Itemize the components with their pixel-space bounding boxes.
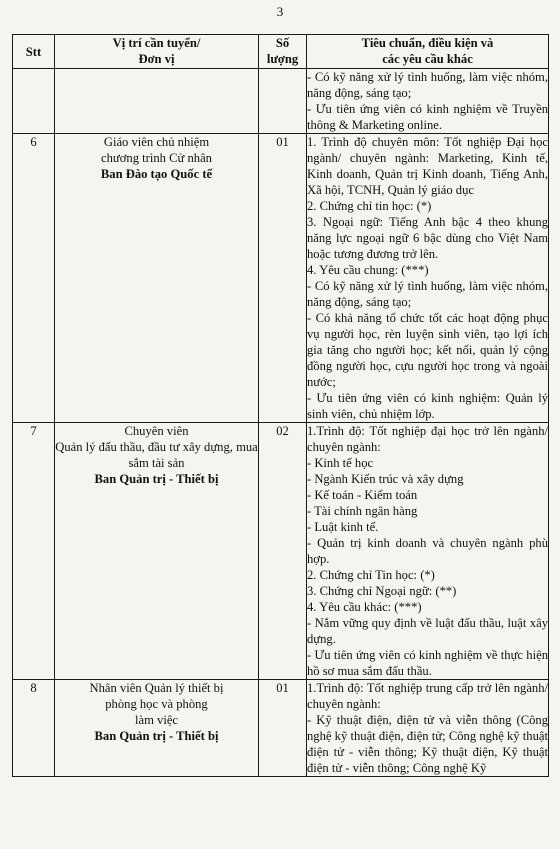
requirement-line: 1. Trình độ chuyên môn: Tốt nghiệp Đại học ngành/ chuyên ngành: Marketing, Kinh tế, Kinh doanh, Quản trị Kinh doanh, Tiếng Anh, Xã hội, TCNH, Quản lý giáo dục — [307, 135, 548, 197]
unit-name: Ban Quản trị - Thiết bị — [94, 472, 219, 486]
requirement-line: - Tài chính ngân hàng — [307, 504, 418, 518]
header-stt: Stt — [13, 35, 55, 69]
table-row — [13, 680, 549, 777]
requirement-line: - Kế toán - Kiểm toán — [307, 488, 418, 502]
unit-name: Ban Quản trị - Thiết bị — [94, 729, 219, 743]
requirement-line: 1.Trình độ: Tốt nghiệp trung cấp trở lên ngành/ chuyên ngành: — [307, 681, 548, 711]
header-requirements-line2: các yêu cầu khác — [382, 52, 473, 66]
row-requirements — [307, 134, 549, 423]
recruitment-table — [12, 34, 549, 777]
requirement-line: - Có kỹ năng xử lý tình huống, làm việc nhóm, năng động, sáng tạo; — [307, 70, 548, 100]
table-row — [13, 423, 549, 680]
row-quantity: 01 — [259, 680, 307, 777]
requirement-line: - Ưu tiên ứng viên có kinh nghiệm: Quản lý sinh viên, chủ nhiệm lớp. — [307, 391, 548, 421]
header-quantity-line1: Số — [275, 36, 290, 50]
header-quantity-line2: lượng — [266, 52, 299, 66]
row-quantity: 01 — [259, 134, 307, 423]
header-position — [55, 35, 259, 69]
position-line: làm việc — [134, 713, 178, 727]
row-requirements — [307, 423, 549, 680]
requirement-line: 1.Trình độ: Tốt nghiệp đại học trở lên ngành/ chuyên ngành: — [307, 424, 548, 454]
requirement-line: 2. Chứng chỉ tin học: (*) — [307, 199, 432, 213]
row-position — [55, 134, 259, 423]
requirement-line: - Luật kinh tế. — [307, 520, 379, 534]
requirement-line: 3. Chứng chỉ Ngoại ngữ: (**) — [307, 584, 457, 598]
row-requirements — [307, 69, 549, 134]
requirement-line: - Ưu tiên ứng viên có kinh nghiệm về Truyền thông & Marketing online. — [307, 102, 548, 132]
requirement-line: 2. Chứng chỉ Tin học: (*) — [307, 568, 435, 582]
header-requirements — [307, 35, 549, 69]
position-line: Quản lý đấu thầu, đầu tư xây dựng, mua sắm tài sản — [55, 440, 258, 470]
row-position — [55, 423, 259, 680]
requirement-line: 4. Yêu cầu chung: (***) — [307, 263, 429, 277]
position-line: Giáo viên chủ nhiệm — [103, 135, 210, 149]
requirement-line: - Có khả năng tổ chức tốt các hoạt động phục vụ người học, rèn luyện sinh viên, tạo lợi ích gia tăng cho người học; kết nối, quản lý cộng đồng người học, cựu người học trong và ngoài nước; — [307, 311, 548, 389]
requirement-line: - Kinh tế học — [307, 456, 374, 470]
requirement-line: - Ngành Kiến trúc và xây dựng — [307, 472, 464, 486]
header-quantity — [259, 35, 307, 69]
requirement-line: 4. Yêu cầu khác: (***) — [307, 600, 422, 614]
requirement-line: - Có kỹ năng xử lý tình huống, làm việc nhóm, năng động, sáng tạo; — [307, 279, 548, 309]
table-row — [13, 69, 549, 134]
row-requirements — [307, 680, 549, 777]
requirement-line: - Kỹ thuật điện, điện tử và viễn thông (Công nghệ kỹ thuật điện, điện tử; Công nghệ kỹ thuật điện tử - viễn thông; Kỹ thuật điện, Kỹ thuật điện tử - viễn thông; Công nghệ Kỹ — [307, 713, 548, 775]
row-stt — [13, 69, 55, 134]
table-row — [13, 134, 549, 423]
row-position — [55, 69, 259, 134]
position-line: Chuyên viên — [124, 424, 189, 438]
header-position-line1: Vị trí cần tuyển/ — [112, 36, 201, 50]
position-line: Nhân viên Quản lý thiết bị — [89, 681, 224, 695]
row-stt: 6 — [13, 134, 55, 423]
requirement-line: - Ưu tiên ứng viên có kinh nghiệm về thực hiện hồ sơ mua sắm đấu thầu. — [307, 648, 548, 678]
requirement-line: - Quản trị kinh doanh và chuyên ngành phù hợp. — [307, 536, 548, 566]
unit-name: Ban Đào tạo Quốc tế — [100, 167, 213, 181]
position-line: chương trình Cử nhân — [101, 151, 212, 165]
row-position — [55, 680, 259, 777]
row-quantity — [259, 69, 307, 134]
table-header-row — [13, 35, 549, 69]
row-stt: 8 — [13, 680, 55, 777]
header-position-line2: Đơn vị — [138, 52, 175, 66]
header-requirements-line1: Tiêu chuẩn, điều kiện và — [361, 36, 494, 50]
page-number: 3 — [276, 4, 284, 19]
position-line: phòng học và phòng — [105, 697, 208, 711]
row-stt: 7 — [13, 423, 55, 680]
requirement-line: - Nắm vững quy định về luật đấu thầu, luật xây dựng. — [307, 616, 548, 646]
requirement-line: 3. Ngoại ngữ: Tiếng Anh bậc 4 theo khung năng lực ngoại ngữ 6 bậc dùng cho Việt Nam hoặc tương đương trở lên. — [307, 215, 548, 261]
row-quantity: 02 — [259, 423, 307, 680]
